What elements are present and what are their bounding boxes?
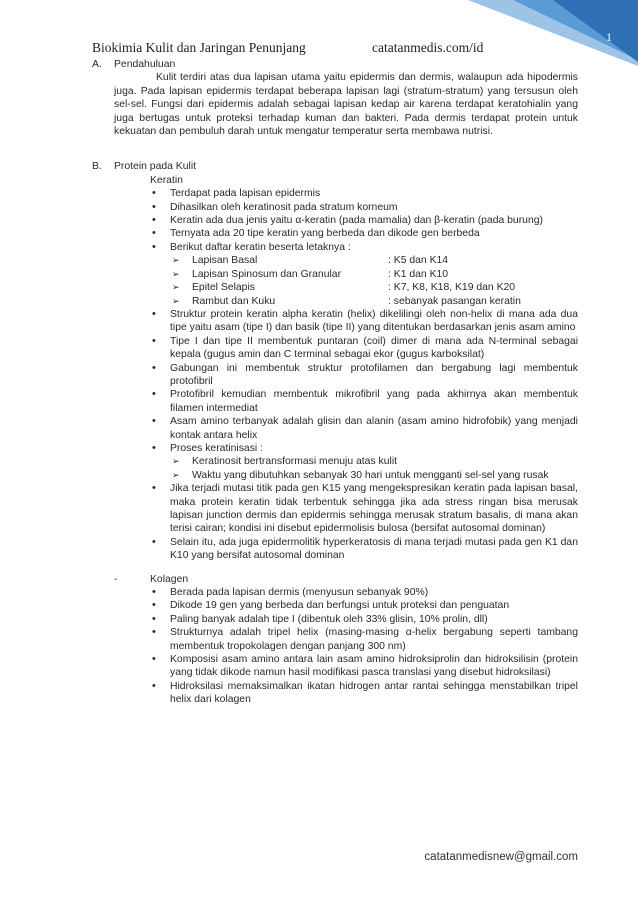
- list-item: • Proses keratinisasi : ➢ Keratinosit bertransformasi menuju atas kulit ➢ Waktu yang dibutuhkan sebanyak 30 hari untuk mengganti sel-sel yang rusak: [148, 442, 578, 482]
- keratin-list: [92, 187, 578, 562]
- list-item: ➢ Lapisan Basal : K5 dan K14: [170, 254, 578, 267]
- list-item: • Gabungan ini membentuk struktur protofilamen dan bergabung lagi membentuk protofibril: [148, 362, 578, 389]
- footer-email: catatanmedisnew@gmail.com: [424, 851, 578, 863]
- kolagen-title: Kolagen: [150, 573, 189, 585]
- keratin-location-list: [170, 254, 578, 308]
- kolagen-heading: - Kolagen: [114, 573, 189, 585]
- list-item: • Keratin ada dua jenis yaitu α-keratin (pada mamalia) dan β-keratin (pada burung): [148, 214, 578, 227]
- list-item: • Komposisi asam amino antara lain asam amino hidroksiprolin dan hidroksilisin (protein yang tidak dikode namun hasil modifikasi pasca translasi yang disebut hidroksilasi): [148, 653, 578, 680]
- list-item: ➢ Keratinosit bertransformasi menuju atas kulit: [170, 455, 578, 468]
- document-title: Biokimia Kulit dan Jaringan Penunjang: [92, 40, 306, 55]
- list-item: ➢ Epitel Selapis : K7, K8, K18, K19 dan K20: [170, 281, 578, 294]
- list-item: • Dihasilkan oleh keratinosit pada stratum korneum: [148, 201, 578, 214]
- list-item: ➢ Lapisan Spinosum dan Granular : K1 dan K10: [170, 268, 578, 281]
- section-b-title: Protein pada Kulit: [114, 161, 197, 173]
- list-item: • Hidroksilasi memaksimalkan ikatan hidrogen antar rantai sehingga menstabilkan tripel helix dari kolagen: [148, 680, 578, 707]
- list-item: ➢ Rambut dan Kuku : sebanyak pasangan keratin: [170, 295, 578, 308]
- section-a-title: Pendahuluan: [114, 59, 176, 70]
- site-url: catatanmedis.com/id: [372, 40, 484, 55]
- list-item: ➢ Waktu yang dibutuhkan sebanyak 30 hari untuk mengganti sel-sel yang rusak: [170, 469, 578, 482]
- list-item: • Dikode 19 gen yang berbeda dan berfungsi untuk proteksi dan penguatan: [148, 599, 578, 612]
- section-a-heading: A. Pendahuluan: [92, 59, 176, 70]
- list-item: • Selain itu, ada juga epidermolitik hyperkeratosis di mana terjadi mutasi pada gen K1 dan K10 yang bersifat autosomal dominan: [148, 536, 578, 563]
- list-item: • Protofibril kemudian membentuk mikrofibril yang pada akhirnya akan membentuk filamen intermediat: [148, 388, 578, 415]
- list-item: • Terdapat pada lapisan epidermis: [148, 187, 578, 200]
- list-item: • Jika terjadi mutasi titik pada gen K15 yang mengekspresikan keratin pada lapisan basal, maka protein keratin tidak terbentuk sehingga jika ada stress ringan bisa merusak lapisan junction dermis dan epidermis sehingga merusak stratum basalis, di mana akan terisi cairan; kondisi ini disebut epidermolisis bulosa (bersifat autosomal dominan): [148, 482, 578, 536]
- list-item: • Asam amino terbanyak adalah glisin dan alanin (asam amino hidrofobik) yang menjadi kontak antara helix: [148, 415, 578, 442]
- list-item: • Berada pada lapisan dermis (menyusun sebanyak 90%): [148, 586, 578, 599]
- document-body: [92, 58, 578, 707]
- intro-paragraph: Kulit terdiri atas dua lapisan utama yaitu epidermis dan dermis, walaupun ada hipodermis juga. Pada lapisan epidermis terdapat beberapa lapisan lagi (stratum-stratum) yang tersusun oleh sel-sel. Fungsi dari epidermis adalah sebagai lapisan kedap air karena terdapat keratohialin yang juga bertugas untuk proteksi terhadap kuman dan bakteri. Pada dermis terdapat protein untuk kekuatan dan pembuluh darah untuk mengatur temperatur serta membawa nutrisi.: [114, 72, 578, 138]
- keratin-heading: Keratin: [150, 174, 183, 186]
- list-item: • Struktur protein keratin alpha keratin (helix) dikelilingi oleh non-helix di mana ada dua tipe yaitu asam (tipe I) dan basik (tipe II) yang ditentukan berdasarkan jenis asam amino: [148, 308, 578, 335]
- list-item: • Strukturnya adalah tripel helix (masing-masing α-helix bergabung seperti tambang membentuk tropokolagen dengan panjang 300 nm): [148, 626, 578, 653]
- page-header: [92, 40, 484, 56]
- kolagen-list: [92, 586, 578, 707]
- list-item: • Berikut daftar keratin beserta letaknya : ➢ Lapisan Basal : K5 dan K14 ➢ Lapisan Spinosum dan Granular : K1 dan K10 ➢ Epitel Selapis : K7, K8, K18, K19 dan K20 ➢ Rambut dan Kuku : sebanyak pasangan keratin: [148, 241, 578, 308]
- keratinization-list: [170, 455, 578, 482]
- list-item: • Paling banyak adalah tipe I (dibentuk oleh 33% glisin, 10% prolin, dll): [148, 613, 578, 626]
- list-item: • Ternyata ada 20 tipe keratin yang berbeda dan dikode gen berbeda: [148, 227, 578, 240]
- list-item: • Tipe I dan tipe II membentuk puntaran (coil) dimer di mana ada N-terminal sebagai kepala (gugus amin dan C terminal sebagai ekor (gugus karboksilat): [148, 335, 578, 362]
- section-b-heading: B. Protein pada Kulit: [92, 161, 197, 173]
- page-number: 1: [606, 30, 612, 44]
